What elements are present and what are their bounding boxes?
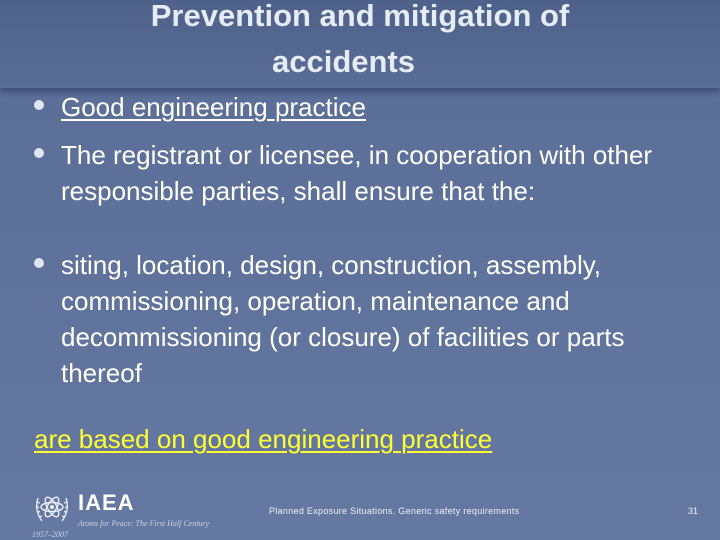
bullet-text: The registrant or licensee, in cooperation with other responsible parties, shall ensure that the: <box>61 140 653 206</box>
footer-caption: Planned Exposure Situations. Generic safety requirements <box>269 506 520 516</box>
iaea-logo-years: 1957–2007 <box>32 530 68 539</box>
bullet-text: Good engineering practice <box>61 92 366 122</box>
slide-title-line-2: accidents <box>272 44 416 79</box>
slide-title-line-1: Prevention and mitigation of <box>150 0 570 33</box>
bullet-dot-icon <box>34 258 44 268</box>
iaea-logo-text: IAEA <box>78 490 135 515</box>
iaea-atom-olive-wreath-icon <box>32 488 72 528</box>
bullet-text: siting, location, design, construction, assembly, commissioning, operation, maintenance and decommissioning (or closure) of facilities or parts thereof <box>61 250 625 388</box>
footer <box>0 480 720 540</box>
iaea-logo-tagline: Atoms for Peace: The First Half Century <box>78 519 210 528</box>
slide-title <box>0 0 720 86</box>
bullet-dot-icon <box>34 100 44 110</box>
bullet-dot-icon <box>34 148 44 158</box>
page-number: 31 <box>688 506 699 516</box>
conclusion-text: are based on good engineering practice <box>34 424 493 454</box>
